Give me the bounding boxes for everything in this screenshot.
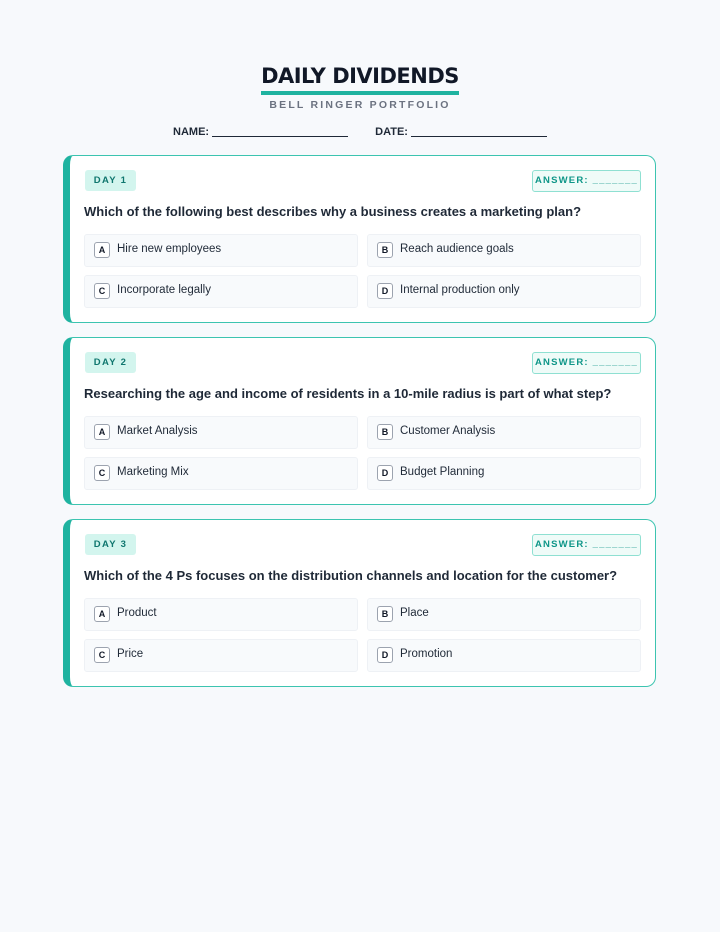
question-text: Which of the following best describes why a business creates a marketing plan? xyxy=(84,204,582,219)
option-text: Price xyxy=(117,648,144,660)
date-line[interactable] xyxy=(411,136,547,137)
option-a[interactable] xyxy=(84,598,358,631)
day-badge: DAY 1 xyxy=(85,170,136,191)
answer-box[interactable]: ANSWER: _______ xyxy=(532,534,641,556)
option-b[interactable] xyxy=(367,416,641,449)
date-label: DATE: xyxy=(375,126,408,138)
option-text: Place xyxy=(400,607,429,619)
option-text: Promotion xyxy=(400,648,453,660)
answer-box[interactable]: ANSWER: _______ xyxy=(532,170,641,192)
day-card-3 xyxy=(63,519,656,687)
name-field[interactable] xyxy=(173,126,348,138)
option-letter: D xyxy=(377,647,393,663)
name-label: NAME: xyxy=(173,126,210,138)
name-line[interactable] xyxy=(212,136,348,137)
option-letter: C xyxy=(94,283,110,299)
option-text: Marketing Mix xyxy=(117,466,189,478)
option-b[interactable] xyxy=(367,234,641,267)
option-letter: A xyxy=(94,424,110,440)
option-c[interactable] xyxy=(84,457,358,490)
day-card-2 xyxy=(63,337,656,505)
date-field[interactable] xyxy=(375,126,547,138)
option-c[interactable] xyxy=(84,639,358,672)
option-text: Incorporate legally xyxy=(117,284,211,296)
day-badge: DAY 3 xyxy=(85,534,136,555)
option-d[interactable] xyxy=(367,639,641,672)
answer-box[interactable]: ANSWER: _______ xyxy=(532,352,641,374)
option-letter: B xyxy=(377,242,393,258)
option-letter: C xyxy=(94,647,110,663)
option-letter: C xyxy=(94,465,110,481)
option-b[interactable] xyxy=(367,598,641,631)
option-text: Product xyxy=(117,607,157,619)
option-a[interactable] xyxy=(84,234,358,267)
page-subtitle: BELL RINGER PORTFOLIO xyxy=(269,99,451,111)
option-text: Market Analysis xyxy=(117,425,198,437)
option-text: Internal production only xyxy=(400,284,520,296)
option-letter: A xyxy=(94,242,110,258)
question-text: Researching the age and income of residents in a 10-mile radius is part of what step? xyxy=(84,386,612,401)
option-d[interactable] xyxy=(367,275,641,308)
page-title: DAILY DIVIDENDS xyxy=(261,62,459,95)
option-letter: B xyxy=(377,424,393,440)
option-letter: D xyxy=(377,465,393,481)
day-badge: DAY 2 xyxy=(85,352,136,373)
option-text: Reach audience goals xyxy=(400,243,514,255)
name-date-row xyxy=(0,126,720,138)
option-a[interactable] xyxy=(84,416,358,449)
option-text: Hire new employees xyxy=(117,243,222,255)
option-letter: A xyxy=(94,606,110,622)
option-text: Customer Analysis xyxy=(400,425,496,437)
day-card-1 xyxy=(63,155,656,323)
option-c[interactable] xyxy=(84,275,358,308)
option-d[interactable] xyxy=(367,457,641,490)
option-letter: B xyxy=(377,606,393,622)
option-text: Budget Planning xyxy=(400,466,485,478)
option-letter: D xyxy=(377,283,393,299)
question-text: Which of the 4 Ps focuses on the distribution channels and location for the customer? xyxy=(84,568,618,583)
page-header xyxy=(0,62,720,111)
